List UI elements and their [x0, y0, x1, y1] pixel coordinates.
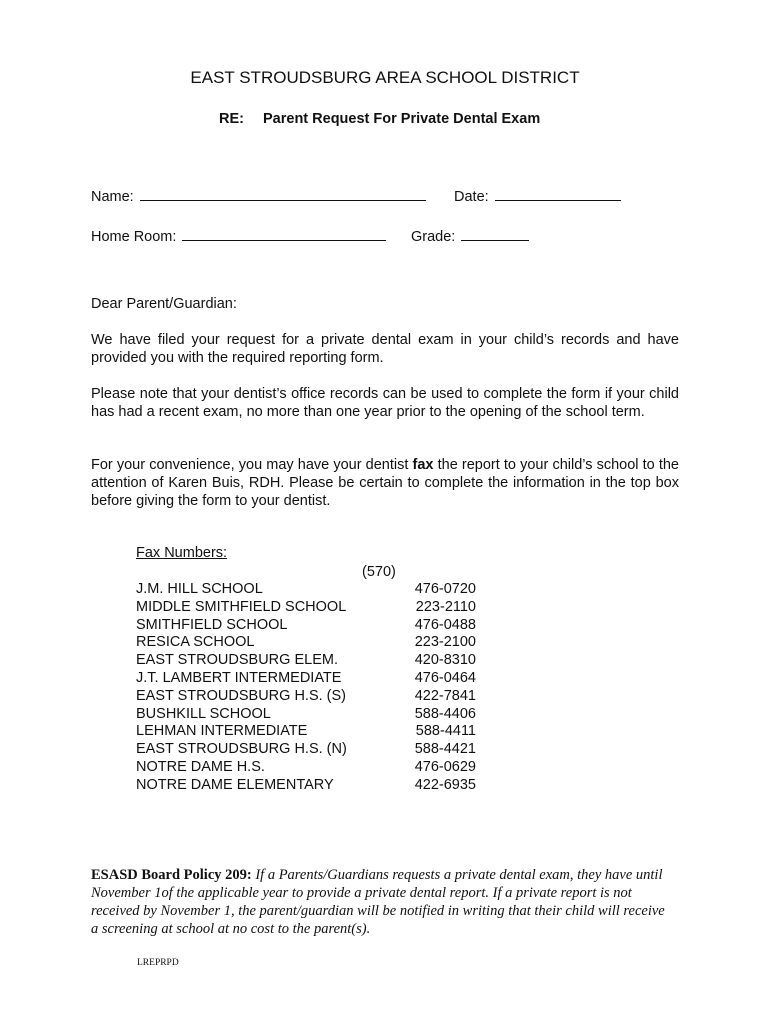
fax-number: 588-4406	[414, 705, 476, 722]
school-name: NOTRE DAME H.S.	[136, 758, 265, 775]
school-name: J.T. LAMBERT INTERMEDIATE	[136, 669, 342, 686]
school-name: EAST STROUDSBURG ELEM.	[136, 652, 338, 669]
paragraph-1-text: We have filed your request for a private dental exam in your child’s records and have provided you with the required reporting form.	[91, 332, 679, 366]
re-label: RE:	[219, 111, 244, 127]
school-name: NOTRE DAME ELEMENTARY	[136, 776, 334, 793]
district-title: EAST STROUDSBURG AREA SCHOOL DISTRICT	[190, 68, 580, 87]
form-code: LREPRPD	[137, 958, 179, 968]
fax-number: 476-0488	[414, 616, 476, 633]
paragraph-2-text: Please note that your dentist’s office records can be used to complete the form if your child has had a recent exam, no more than one year prior to the opening of the school term.	[91, 386, 679, 420]
fax-number: 422-6935	[414, 776, 476, 793]
fax-number: 476-0629	[414, 758, 476, 775]
name-label: Name:	[91, 189, 134, 205]
fax-row	[136, 652, 476, 670]
fax-number: 588-4411	[415, 723, 476, 740]
fax-row	[136, 634, 476, 652]
paragraph-2	[91, 385, 679, 421]
fax-numbers-title: Fax Numbers:	[136, 545, 228, 561]
fax-row	[136, 670, 476, 688]
fax-row	[136, 706, 476, 724]
re-subject: Parent Request For Private Dental Exam	[263, 111, 541, 127]
re-line	[219, 111, 540, 127]
fax-row	[136, 741, 476, 759]
fax-row	[136, 581, 476, 599]
board-policy	[91, 866, 671, 938]
homeroom-underline	[182, 226, 386, 241]
paragraph-3-post: the report to your child’s school to the attention of Karen Buis, RDH. Please be certain to complete the information in the top box before giving the form to your dentist.	[91, 457, 680, 509]
fax-row	[136, 599, 476, 617]
fax-number: 420-8310	[414, 652, 476, 669]
fax-number: 588-4421	[414, 741, 476, 758]
school-name: RESICA SCHOOL	[136, 634, 255, 651]
fax-number: 223-2110	[415, 598, 476, 615]
area-code: (570)	[362, 564, 396, 580]
policy-text: If a Parents/Guardians requests a private dental exam, they have until November 1of the applicable year to provide a private dental report. If a private report is not received by November 1, the parent/guardian will be notified in writing that their child will receive a screening at school at no cost to the parent(s).	[91, 867, 665, 937]
fax-row	[136, 777, 476, 795]
homeroom-field	[91, 226, 386, 245]
fax-number: 422-7841	[414, 687, 476, 704]
paragraph-3	[91, 456, 679, 510]
paragraph-1	[91, 331, 679, 367]
paragraph-3-pre: For your convenience, you may have your dentist	[91, 457, 413, 473]
school-name: J.M. HILL SCHOOL	[136, 581, 263, 597]
fax-row	[136, 688, 476, 706]
name-underline	[140, 186, 426, 201]
grade-field	[411, 226, 529, 245]
name-field	[91, 186, 426, 205]
fax-number: 476-0464	[414, 669, 476, 686]
paragraph-3-bold: fax	[412, 457, 434, 473]
grade-label: Grade:	[411, 229, 456, 245]
school-name: EAST STROUDSBURG H.S. (S)	[136, 687, 347, 704]
school-name: LEHMAN INTERMEDIATE	[136, 723, 308, 740]
salutation: Dear Parent/Guardian:	[91, 296, 237, 312]
school-name: SMITHFIELD SCHOOL	[136, 616, 288, 633]
fax-row	[136, 759, 476, 777]
date-label: Date:	[454, 189, 489, 205]
school-name: MIDDLE SMITHFIELD SCHOOL	[136, 598, 347, 615]
grade-underline	[461, 226, 529, 241]
fax-list	[136, 581, 476, 795]
school-name: BUSHKILL SCHOOL	[136, 705, 271, 722]
policy-label: ESASD Board Policy 209:	[91, 867, 252, 883]
date-field	[454, 186, 621, 205]
date-underline	[495, 186, 621, 201]
fax-row	[136, 723, 476, 741]
homeroom-label: Home Room:	[91, 229, 177, 245]
fax-row	[136, 617, 476, 635]
fax-number: 223-2100	[414, 634, 476, 651]
school-name: EAST STROUDSBURG H.S. (N)	[136, 741, 347, 758]
fax-number: 476-0720	[414, 581, 476, 597]
